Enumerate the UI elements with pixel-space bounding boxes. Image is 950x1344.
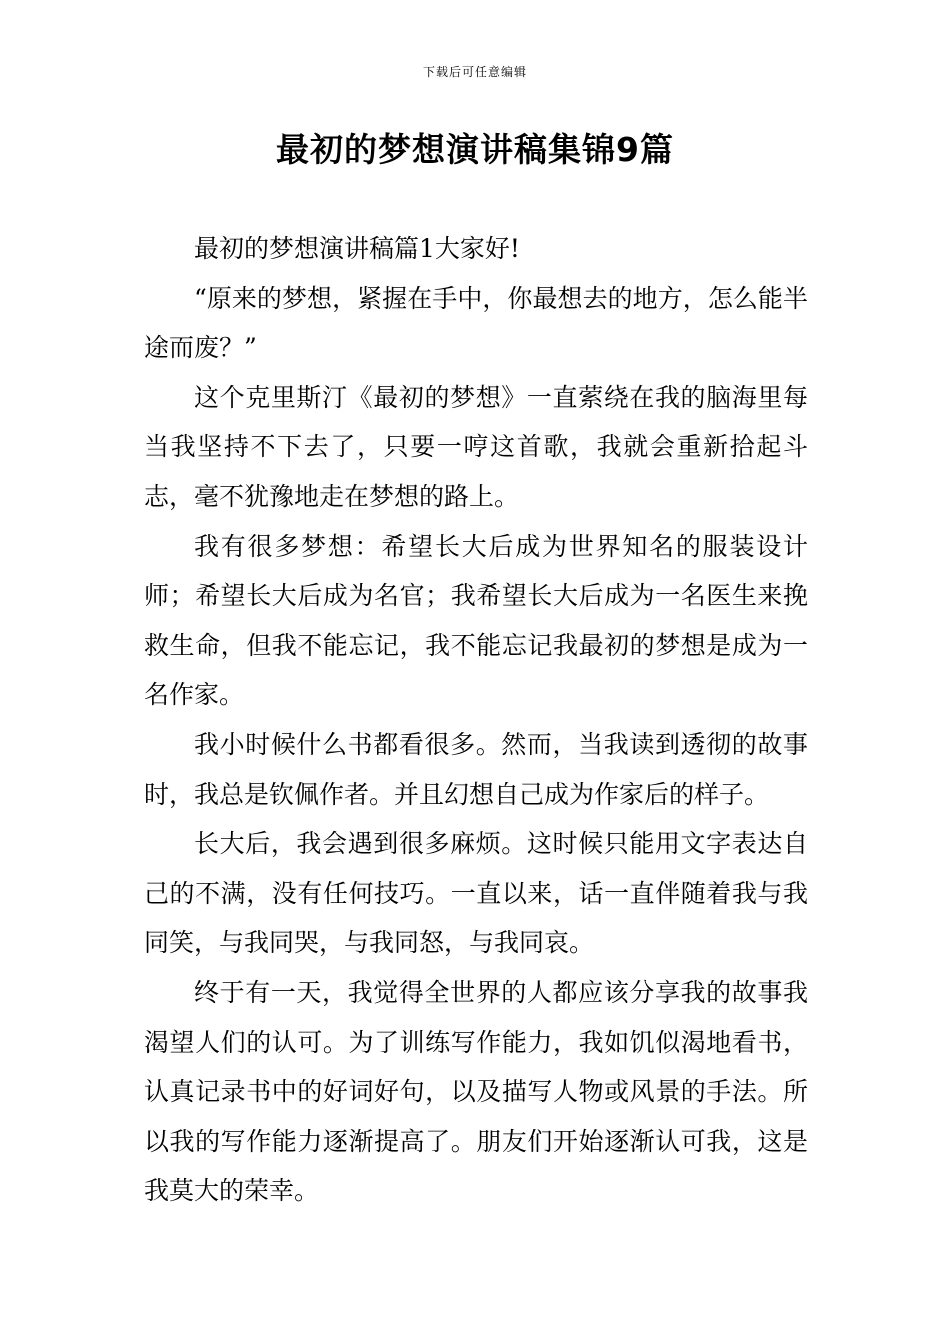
document-title: 最初的梦想演讲稿集锦9篇 — [276, 130, 674, 169]
document-body — [144, 224, 808, 1216]
paragraph-3: 这个克里斯汀《最初的梦想》一直萦绕在我的脑海里每当我坚持不下去了，只要一哼这首歌，我就会重新拾起斗志，毫不犹豫地走在梦想的路上。 — [144, 382, 808, 511]
paragraph-7: 终于有一天，我觉得全世界的人都应该分享我的故事我渴望人们的认可。为了训练写作能力，我如饥似渴地看书，认真记录书中的好词好句，以及描写人物或风景的手法。所以我的写作能力逐渐提高了。朋友们开始逐渐认可我，这是我莫大的荣幸。 — [144, 977, 808, 1206]
paragraph-5: 我小时候什么书都看很多。然而，当我读到透彻的故事时，我总是钦佩作者。并且幻想自己成为作家后的样子。 — [144, 729, 808, 809]
paragraph-2: “原来的梦想，紧握在手中，你最想去的地方，怎么能半途而废？” — [144, 283, 808, 363]
paragraph-1: 最初的梦想演讲稿篇1大家好! — [194, 234, 520, 263]
header-note: 下载后可任意编辑 — [422, 65, 527, 79]
paragraph-4: 我有很多梦想：希望长大后成为世界知名的服装设计师；希望长大后成为名官；我希望长大后成为一名医生来挽救生命，但我不能忘记，我不能忘记我最初的梦想是成为一名作家。 — [144, 531, 808, 710]
paragraph-6: 长大后，我会遇到很多麻烦。这时候只能用文字表达自己的不满，没有任何技巧。一直以来，话一直伴随着我与我同笑，与我同哭，与我同怒，与我同哀。 — [144, 829, 808, 958]
